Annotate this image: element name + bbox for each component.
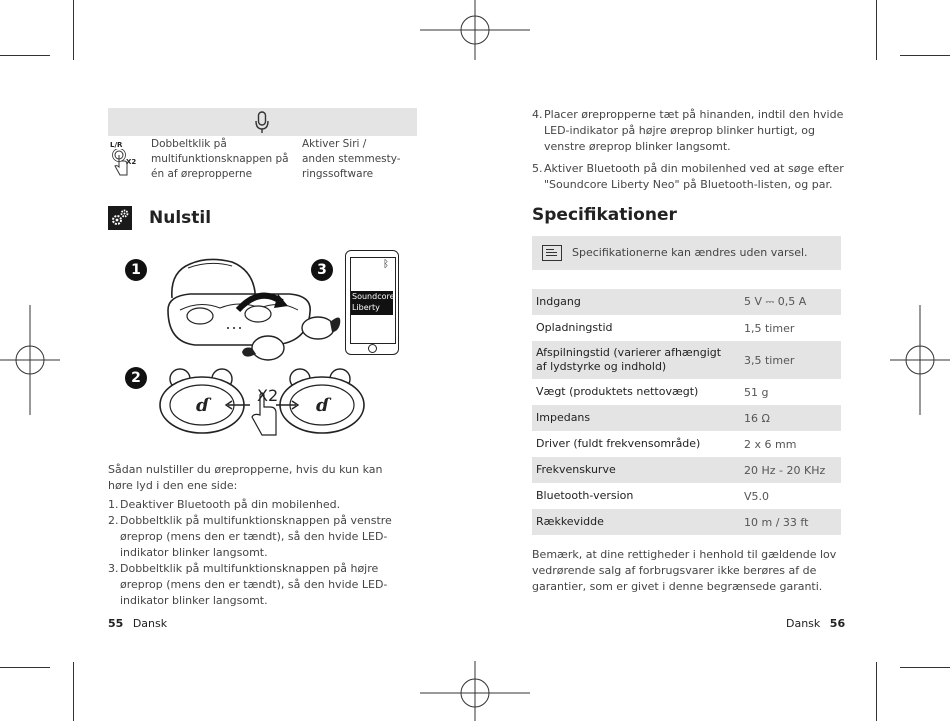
- right-footer-language: Dansk: [786, 617, 821, 630]
- spec-row: Bluetooth-version V5.0: [536, 489, 770, 503]
- tap-count-label: X2: [257, 386, 279, 405]
- command-function: Aktiver Siri / anden stemmesty-ringssoftware: [302, 138, 401, 180]
- phone-device-entry: [351, 291, 395, 323]
- reset-step: 3. Dobbeltklik på multifunktionsknappen på højre øreprop (mens den er tændt), så den hvide LED-indikator blinker langsomt.: [108, 562, 388, 607]
- command-action: Dobbeltklik på multifunktionsknappen på én af ørepropperne: [151, 138, 289, 180]
- spec-row: Driver (fuldt frekvensområde) 2 x 6 mm: [536, 437, 797, 451]
- spec-row: Rækkevidde 10 m / 33 ft: [532, 509, 841, 535]
- phone-illustration: [345, 250, 399, 355]
- note-text: Specifikationerne kan ændres uden varsel.: [572, 246, 808, 259]
- microphone-icon: [255, 111, 269, 134]
- registration-mark-right: [890, 305, 950, 415]
- svg-text:ɗ: ɗ: [316, 395, 330, 416]
- note-icon: [542, 245, 562, 261]
- spec-row: Impedans 16 Ω: [532, 405, 841, 431]
- left-footer: [108, 617, 167, 630]
- left-footer-language: Dansk: [132, 617, 168, 630]
- step-marker-1: 1: [125, 259, 147, 281]
- pairing-steps: [532, 107, 844, 193]
- gesture-label: L/R: [110, 141, 123, 149]
- phone-label-line-2: Liberty Neo: [352, 303, 380, 323]
- registration-mark-top: [420, 0, 530, 60]
- registration-mark-left: [0, 305, 60, 415]
- step-marker-2: 2: [125, 367, 147, 389]
- spec-row: Afspilningstid (varierer afhængigt af lydstyrke og indhold) 3,5 timer: [532, 341, 841, 379]
- gears-icon: [108, 206, 132, 230]
- left-page-number: 55: [108, 617, 124, 630]
- pairing-step: 5. Aktiver Bluetooth på din mobilenhed ved at søge efter "Soundcore Liberty Neo" på Bluetooth-listen, og par.: [532, 162, 844, 191]
- gesture-count: X2: [126, 158, 137, 166]
- step-marker-3: 3: [311, 259, 333, 281]
- reset-step: 1. Deaktiver Bluetooth på din mobilenhed.: [108, 498, 341, 511]
- warranty-disclaimer: Bemærk, at dine rettigheder i henhold til gældende lov vedrørende salg af forbrugsvarer ikke berøres af de garantier, som er givet i denne begrænsede garanti.: [532, 548, 837, 593]
- reset-steps: [108, 497, 403, 609]
- spec-note: [532, 236, 841, 270]
- spec-row: Opladningstid 1,5 timer: [536, 321, 795, 335]
- spec-row: Frekvenskurve 20 Hz - 20 KHz: [532, 457, 841, 483]
- reset-intro: Sådan nulstiller du ørepropperne, hvis du kun kan høre lyd i den ene side:: [108, 463, 383, 492]
- spec-title: Specifikationer: [532, 205, 677, 225]
- reset-illustration: [120, 245, 420, 440]
- gesture-icon: [110, 141, 140, 179]
- phone-label-line-1: Soundcore: [352, 292, 395, 301]
- right-footer: [786, 617, 845, 630]
- reset-step: 2. Dobbeltklik på multifunktionsknappen på venstre øreprop (mens den er tændt), så den hvide LED-indikator blinker langsomt.: [108, 514, 392, 559]
- svg-text:ɗ: ɗ: [196, 395, 210, 416]
- command-table-header: [108, 108, 417, 136]
- bluetooth-icon: ᛒ: [383, 259, 389, 270]
- spec-row: Indgang 5 V ⎓ 0,5 A: [532, 289, 841, 315]
- right-page-number: 56: [829, 617, 846, 630]
- pairing-step: 4. Placer ørepropperne tæt på hinanden, indtil den hvide LED-indikator på højre øreprop blinker hurtigt, og venstre øreprop blinker langsomt.: [532, 108, 844, 153]
- registration-mark-bottom: [420, 661, 530, 721]
- spec-row: Vægt (produktets nettovægt) 51 g: [536, 385, 769, 399]
- charging-case-illustration: [160, 250, 345, 365]
- reset-title: Nulstil: [149, 208, 212, 228]
